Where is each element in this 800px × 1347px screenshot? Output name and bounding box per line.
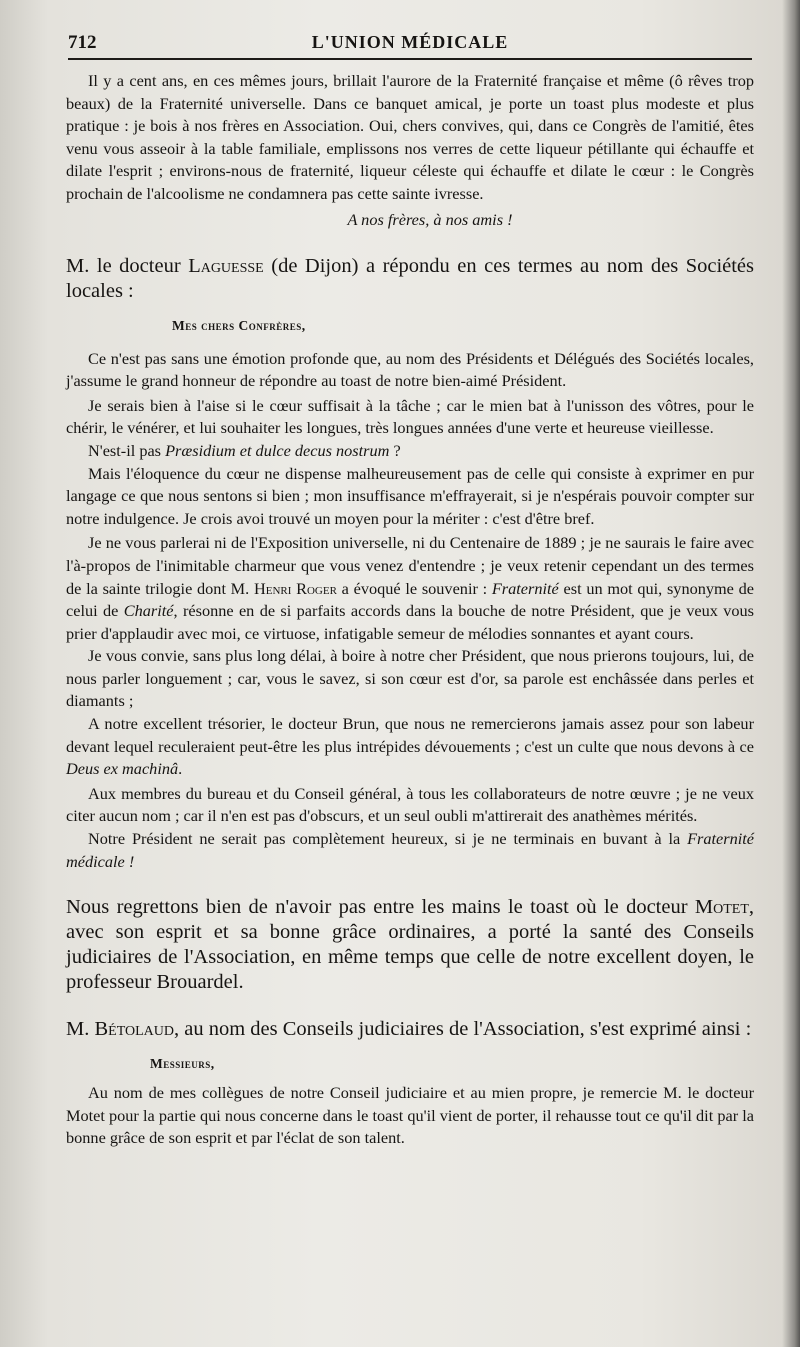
laguesse-paragraph-eloquence: Mais l'éloquence du cœur ne dispense malheureusement pas de celle qui consiste à exprimer en pur langage ce que nous sentons si bien ; mon insuffisance m'effrayerait, si je n'espérais pouvoir compter sur notre indulgence. Je crois avoi trouvé un moyen pour la mériter : c'est d'être bref. — [66, 463, 754, 528]
article-body — [66, 70, 754, 1150]
motet-name: Motet — [694, 896, 749, 919]
laguesse-name: Laguesse — [188, 254, 264, 277]
tresorier-text: A notre excellent trésorier, le docteur Brun, que nous ne remercierons jamais assez pour son labeur devant lequel reculeraient peut-être les plus intrépides dévouements ; c'est un culte que nous devons à ce — [66, 714, 754, 756]
laguesse-closing — [66, 828, 754, 873]
laguesse-intro-suffix: (de Dijon) a répondu en ces termes au nom des Sociétés locales : — [66, 254, 755, 302]
quote-prefix: N'est-il pas — [88, 440, 166, 460]
betolaud-intro — [66, 1017, 754, 1042]
exposition-word-charite: Charité — [123, 601, 174, 621]
closing-italic: Fraternité médicale ! — [66, 829, 754, 871]
betolaud-intro-suffix: , au nom des Conseils judiciaires de l'Association, s'est exprimé ainsi : — [174, 1018, 752, 1041]
laguesse-paragraph-exposition — [66, 532, 754, 645]
page-edge-shadow — [782, 0, 800, 1347]
laguesse-intro-prefix: M. le docteur — [66, 254, 189, 277]
laguesse-paragraph-2: Je serais bien à l'aise si le cœur suffisait à la tâche ; car le mien bat à l'unisson des vôtres, pour le chérir, le vénérer, et lui souhaiter les longues, très longues années d'une verte et heureuse vieillesse. — [66, 395, 754, 438]
betolaud-name: Bétolaud — [94, 1018, 175, 1041]
laguesse-paragraph-1: Ce n'est pas sans une émotion profonde que, au nom des Présidents et Délégués des Sociétés locales, j'assume le grand honneur de répondre au toast de notre bien-aimé Président. — [66, 348, 754, 391]
betolaud-intro-prefix: M. — [66, 1018, 95, 1041]
closing-text: Notre Président ne serait pas complètement heureux, si je ne terminais en buvant à la — [88, 829, 688, 849]
quote-suffix: ? — [389, 440, 401, 460]
laguesse-paragraph-tresorier — [66, 713, 754, 781]
running-title: L'UNION MÉDICALE — [311, 32, 509, 52]
tresorier-end: . — [178, 759, 183, 779]
exposition-text-2: a évoqué le souvenir : — [336, 578, 492, 598]
page-header — [68, 28, 752, 60]
exposition-name: Henri Roger — [253, 578, 337, 598]
motet-paragraph — [66, 895, 754, 995]
exposition-word-fraternite: Fraternité — [491, 578, 559, 598]
tresorier-latin: Deus ex machinâ — [66, 759, 179, 779]
laguesse-intro — [66, 254, 754, 304]
page-number: 712 — [68, 32, 97, 53]
laguesse-salutation: Mes chers Confrères, — [172, 317, 306, 333]
opening-toast: A nos frères, à nos amis ! — [347, 209, 513, 229]
laguesse-quote — [66, 440, 754, 463]
exposition-text-3: est un mot qui, synonyme de celui de — [66, 578, 754, 621]
motet-text-2: , avec son esprit et sa bonne grâce ordinaires, a porté la santé des Conseils judiciaires de l'Association, en même temps que celle de notre excellent doyen, le professeur Brouardel. — [66, 896, 754, 994]
exposition-text-1: Je ne vous parlerai ni de l'Exposition universelle, ni du Centenaire de 1889 ; je ne saurais le faire avec l'à-propos de l'inimitable charmeur que vous venez d'entendre ; je veux retenir cependant un des termes de la sainte trilogie dont M. — [66, 533, 754, 598]
motet-text-1: Nous regrettons bien de n'avoir pas entre les mains le toast où le docteur — [66, 896, 695, 919]
laguesse-paragraph-boire: Je vous convie, sans plus long délai, à boire à notre cher Président, que nous prierons toujours, lui, de nous parler longuement ; car, vous le savez, si son cœur est d'or, sa parole est enchâssée dans perles et diamants ; — [66, 646, 754, 711]
betolaud-paragraph: Au nom de mes collègues de notre Conseil judiciaire et au mien propre, je remercie M. le docteur Motet pour la partie qui nous concerne dans le toast qu'il vient de porter, il rehausse tout ce qu'il dit par la bonne grâce de son esprit et par l'éclat de son talent. — [66, 1083, 754, 1148]
opening-paragraph: Il y a cent ans, en ces mêmes jours, brillait l'aurore de la Fraternité française et même (ô rêves trop beaux) de la Fraternité universelle. Dans ce banquet amical, je porte un toast plus modeste et plus pratique : je bois à nos frères en Association. Oui, chers convives, qui, dans ce Congrès de l'amitié, êtes venu vous asseoir à la table familiale, emplissons nos verres de cette liqueur pétillante qui échauffe et dilate l'esprit ; environs-nous de fraternité, liqueur céleste qui échauffe et dilate le cœur : le Congrès prochain de l'alcoolisme ne condamnera pas cette sainte ivresse. — [66, 71, 754, 203]
betolaud-salutation: Messieurs, — [150, 1056, 215, 1072]
quote-latin: Præsidium et dulce decus nostrum — [165, 440, 390, 460]
exposition-text-4: , résonne en de si parfaits accords dans la bouche de notre Président, que je veux vous prier d'applaudir avec moi, ce virtuose, infatigable semeur de mélodies sonnantes et ayant cours. — [66, 601, 754, 643]
laguesse-paragraph-bureau: Aux membres du bureau et du Conseil général, à tous les collaborateurs de notre œuvre ; je ne veux citer aucun nom ; car il n'en est pas d'obscurs, et un seul oubli m'attirerait des anathèmes mérités. — [66, 783, 754, 826]
